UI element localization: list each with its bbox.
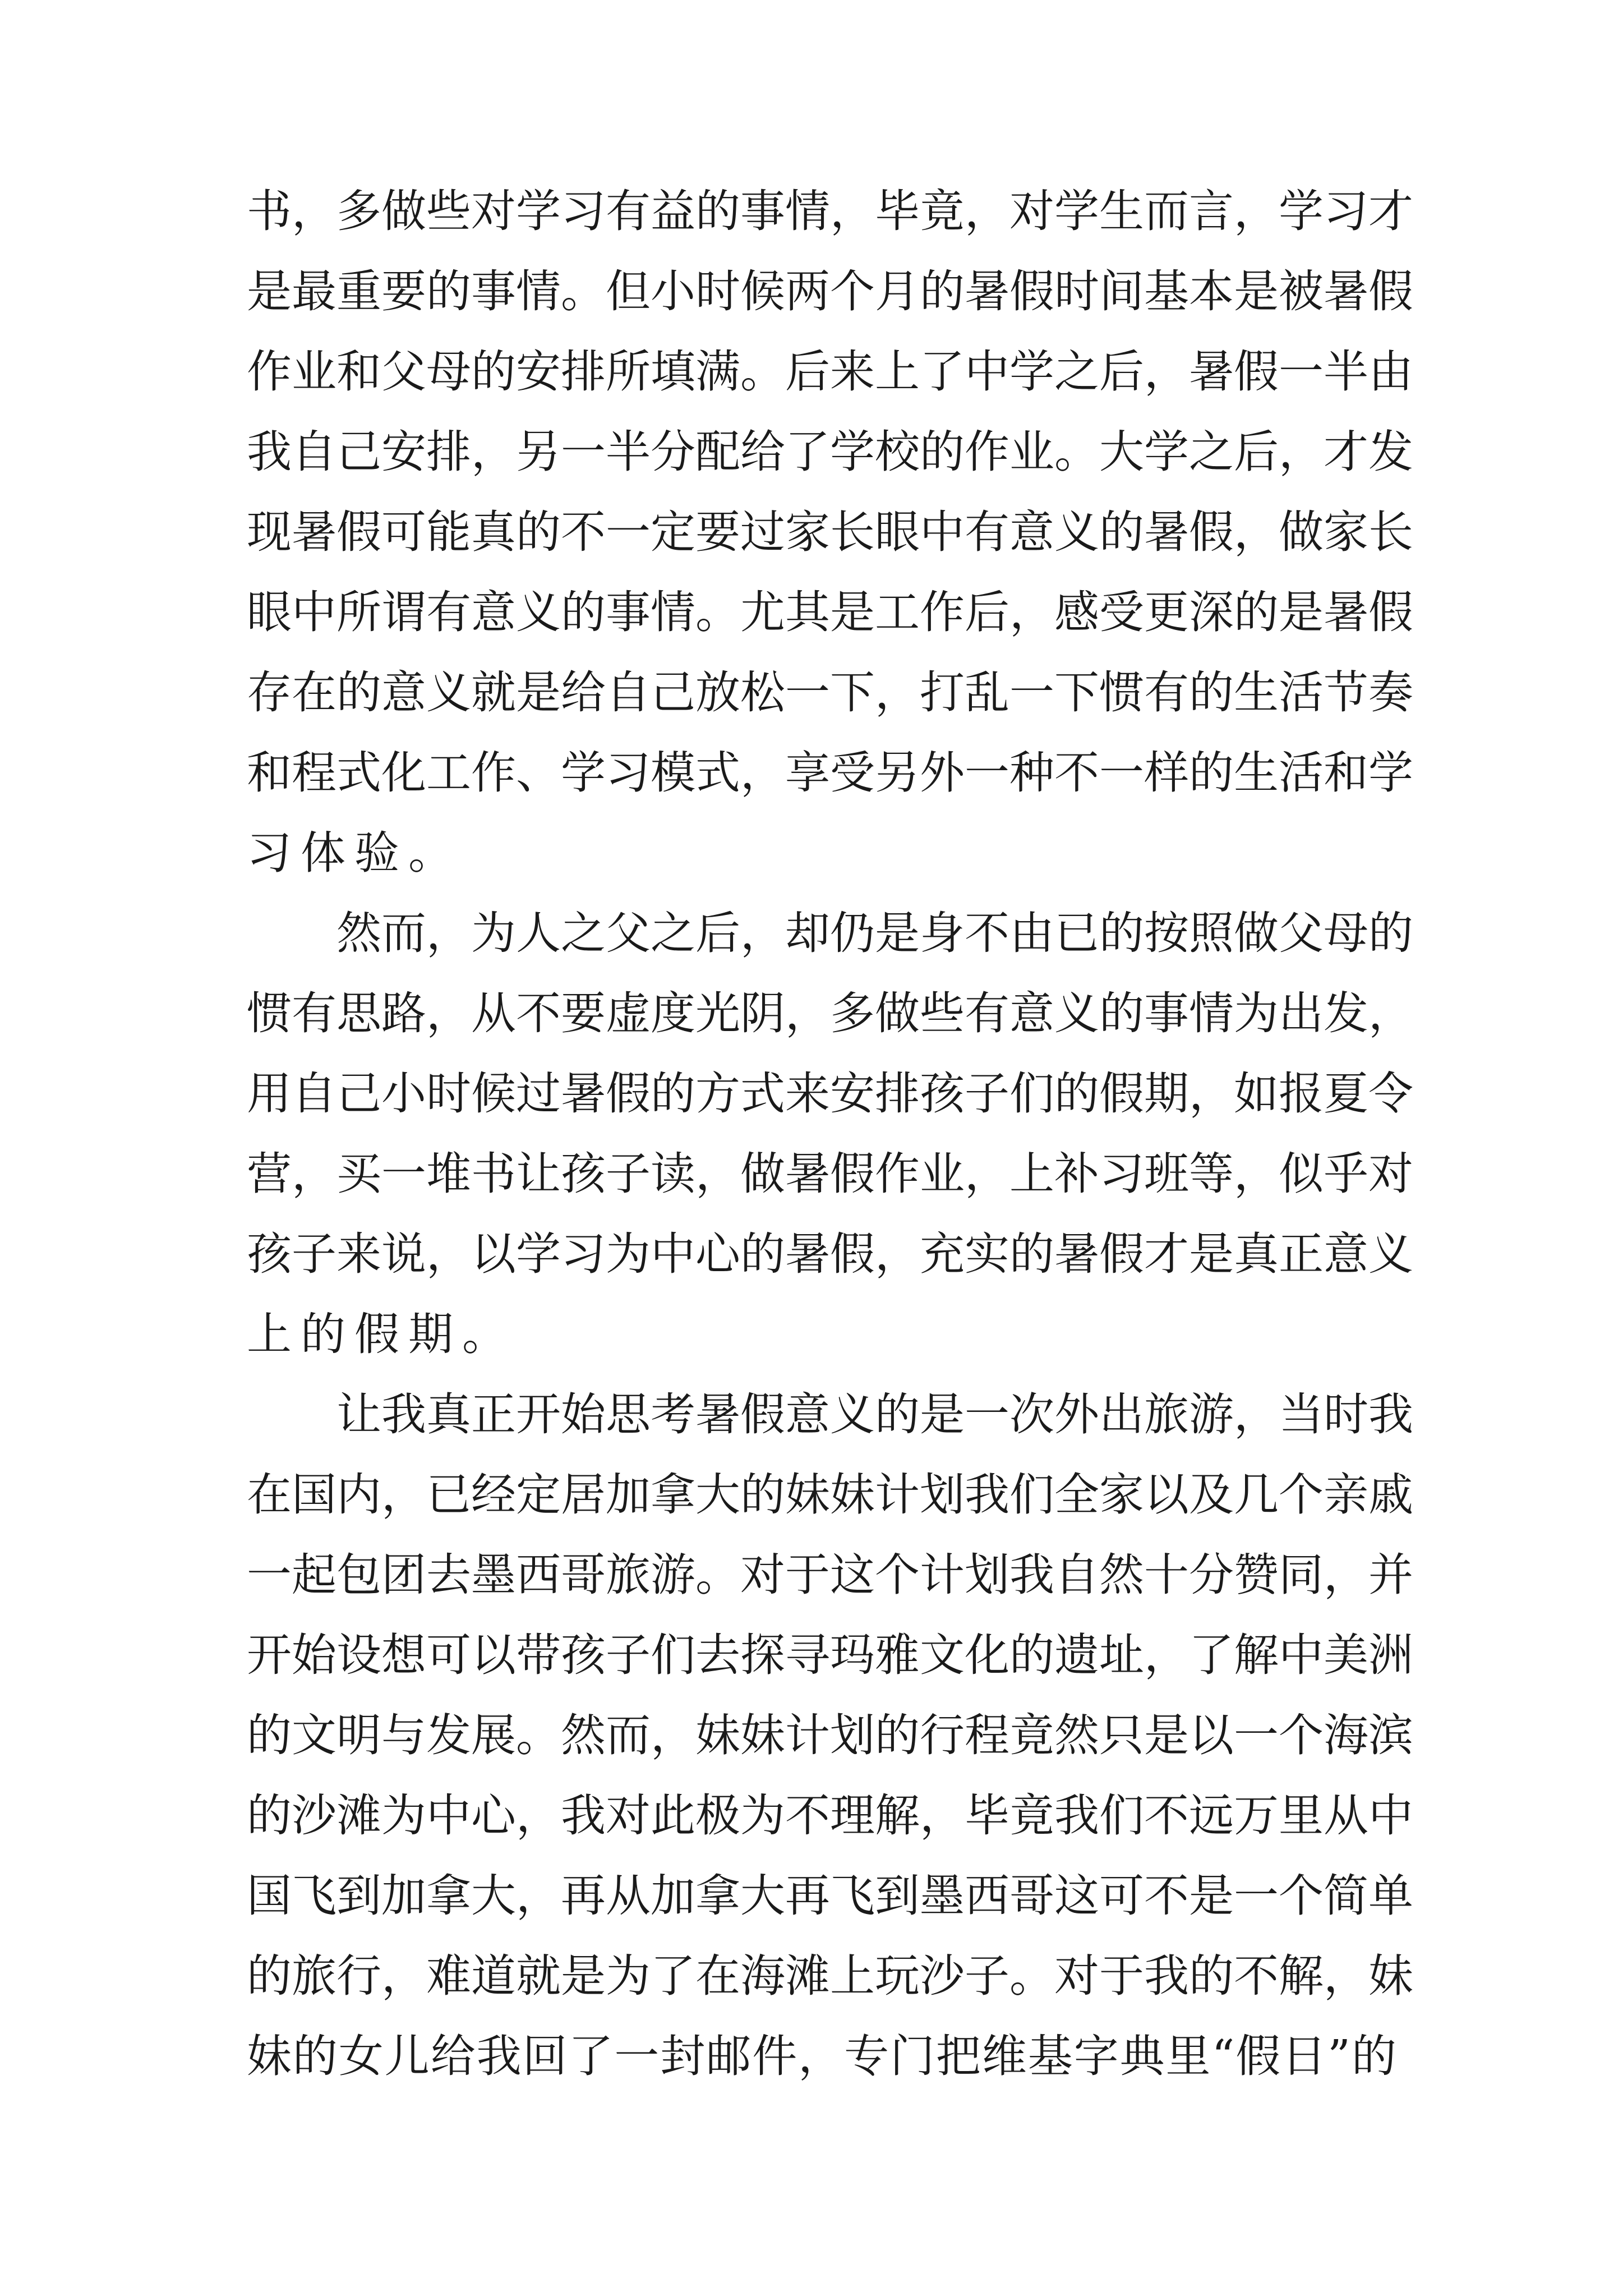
text-line: 一起包团去墨西哥旅游。对于这个计划我自然十分赞同，并 <box>247 1549 1413 1601</box>
text-line: 和程式化工作、学习模式，享受另外一种不一样的生活和学 <box>247 747 1413 799</box>
text-line: 用自己小时候过暑假的方式来安排孩子们的假期，如报夏令 <box>247 1068 1413 1120</box>
text-line: 在国内，已经定居加拿大的妹妹计划我们全家以及几个亲戚 <box>247 1469 1413 1521</box>
paragraph-first-line: 让我真正开始思考暑假意义的是一次外出旅游，当时我 <box>336 1388 1413 1441</box>
text-line: 我自己安排，另一半分配给了学校的作业。大学之后，才发 <box>247 426 1413 478</box>
text-line: 孩子来说，以学习为中心的暑假，充实的暑假才是真正意义 <box>247 1228 1413 1280</box>
text-line: 现暑假可能真的不一定要过家长眼中有意义的暑假，做家长 <box>247 506 1413 558</box>
text-line: 眼中所谓有意义的事情。尤其是工作后，感受更深的是暑假 <box>247 586 1413 638</box>
paragraph-first-line: 然而，为人之父之后，却仍是身不由已的按照做父母的 <box>336 907 1413 959</box>
text-line: 作业和父母的安排所填满。后来上了中学之后，暑假一半由 <box>247 346 1413 398</box>
text-line: 习体验。 <box>247 827 462 879</box>
text-line: 国飞到加拿大，再从加拿大再飞到墨西哥这可不是一个简单 <box>247 1870 1413 1922</box>
text-line: 存在的意义就是给自己放松一下，打乱一下惯有的生活节奏 <box>247 666 1413 719</box>
text-line: 书，多做些对学习有益的事情，毕竟，对学生而言，学习才 <box>247 185 1413 237</box>
text-line: 开始设想可以带孩子们去探寻玛雅文化的遗址，了解中美洲 <box>247 1629 1413 1681</box>
text-line: 是最重要的事情。但小时候两个月的暑假时间基本是被暑假 <box>247 265 1413 318</box>
text-line: 妹的女儿给我回了一封邮件，专门把维基字典里“假日”的 <box>247 2030 1396 2082</box>
text-line: 的旅行，难道就是为了在海滩上玩沙子。对于我的不解，妹 <box>247 1950 1413 2002</box>
text-line: 营，买一堆书让孩子读，做暑假作业，上补习班等，似乎对 <box>247 1148 1413 1200</box>
text-line: 的文明与发展。然而，妹妹计划的行程竟然只是以一个海滨 <box>247 1709 1413 1761</box>
text-line: 的沙滩为中心，我对此极为不理解，毕竟我们不远万里从中 <box>247 1789 1413 1842</box>
body-text <box>247 171 1413 2096</box>
text-line: 上的假期。 <box>247 1308 516 1360</box>
text-line: 惯有思路，从不要虚度光阴，多做些有意义的事情为出发， <box>247 987 1413 1039</box>
